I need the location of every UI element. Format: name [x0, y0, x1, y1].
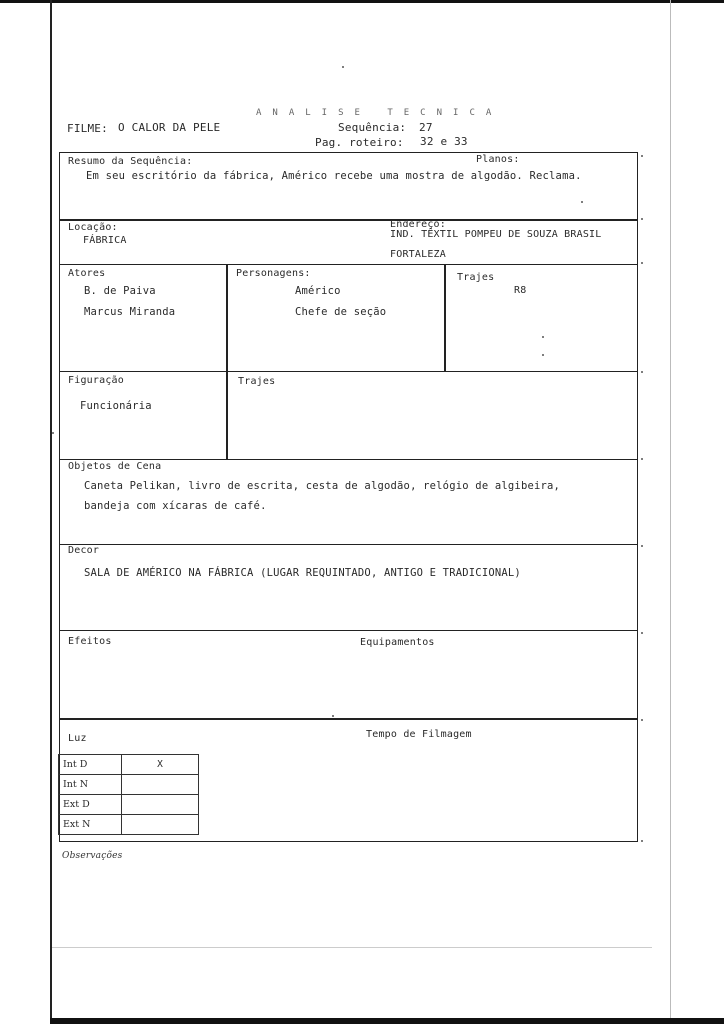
- atores-label: Atores: [68, 268, 106, 279]
- planos-label: Planos:: [476, 154, 520, 165]
- filme-label: FILME:: [67, 122, 108, 135]
- scan-mark: [641, 719, 643, 721]
- scan-mark: [542, 354, 544, 356]
- luz-row-mark: X: [122, 755, 199, 775]
- form-title: ANALISE TECNICA: [256, 108, 503, 118]
- scan-mark: [641, 155, 643, 157]
- trajes-label: Trajes: [457, 272, 495, 283]
- scan-mark: [332, 715, 334, 717]
- scan-mark: [641, 371, 643, 373]
- resumo-label: Resumo da Sequência:: [68, 156, 193, 167]
- decor-label: Decor: [68, 545, 100, 556]
- locacao-box: [59, 220, 638, 265]
- figuracao-box: [59, 371, 638, 460]
- objetos-line1: Caneta Pelikan, livro de escrita, cesta de algodão, relógio de algibeira,: [84, 480, 561, 492]
- endereco-label: Endereço:: [390, 219, 446, 230]
- scan-mark: [641, 545, 643, 547]
- page-top-edge: [0, 0, 724, 3]
- pag-roteiro-value: 32 e 33: [420, 135, 468, 148]
- efeitos-label: Efeitos: [68, 636, 112, 647]
- trajes-value: R8: [514, 285, 527, 296]
- scan-mark: [581, 201, 583, 203]
- efeitos-box: [59, 630, 638, 719]
- ator-1: B. de Paiva: [84, 285, 156, 297]
- scan-mark: [52, 432, 54, 434]
- pag-roteiro-label: Pag. roteiro:: [315, 136, 404, 149]
- luz-row-mark: [122, 795, 199, 815]
- resumo-text: Em seu escritório da fábrica, Américo recebe uma mostra de algodão. Reclama.: [86, 170, 582, 182]
- luz-row-name: Ext D: [59, 795, 122, 815]
- locacao-value: FÁBRICA: [83, 235, 127, 246]
- luz-row: [59, 795, 199, 815]
- scan-mark: [641, 262, 643, 264]
- ator-2: Marcus Miranda: [84, 306, 176, 318]
- tempo-filmagem-label: Tempo de Filmagem: [366, 729, 472, 740]
- luz-row: [59, 775, 199, 795]
- lower-divider: [52, 947, 652, 948]
- figuracao-value: Funcionária: [80, 400, 152, 412]
- sequencia-label: Sequência:: [338, 121, 407, 134]
- page-right-edge: [670, 0, 671, 1024]
- luz-row-mark: [122, 815, 199, 835]
- elenco-box: [59, 264, 638, 372]
- decor-value: SALA DE AMÉRICO NA FÁBRICA (LUGAR REQUINTADO, ANTIGO E TRADICIONAL): [84, 567, 521, 579]
- personagem-2: Chefe de seção: [295, 306, 387, 318]
- figuracao-label: Figuração: [68, 375, 124, 386]
- personagens-label: Personagens:: [236, 268, 311, 279]
- scan-mark: [641, 218, 643, 220]
- equipamentos-label: Equipamentos: [360, 637, 435, 648]
- scan-mark: [342, 66, 344, 68]
- luz-label: Luz: [68, 733, 87, 744]
- luz-row: [59, 755, 199, 775]
- luz-row-mark: [122, 775, 199, 795]
- luz-row-name: Int D: [59, 755, 122, 775]
- scan-mark: [641, 840, 643, 842]
- observacoes-label: Observações: [62, 851, 123, 861]
- filme-value: O CALOR DA PELE: [118, 121, 221, 134]
- objetos-line2: bandeja com xícaras de café.: [84, 500, 267, 512]
- page-bottom-edge: [50, 1018, 724, 1024]
- luz-table: [58, 754, 199, 835]
- scan-mark: [542, 336, 544, 338]
- objetos-label: Objetos de Cena: [68, 461, 162, 472]
- page-left-edge: [50, 0, 52, 1024]
- decor-box: [59, 544, 638, 631]
- luz-row-name: Int N: [59, 775, 122, 795]
- scan-mark: [641, 632, 643, 634]
- endereco-line1: IND. TÊXTIL POMPEU DE SOUZA BRASIL: [390, 229, 602, 240]
- sequencia-value: 27: [419, 121, 433, 134]
- elenco-divider-2: [444, 264, 446, 372]
- luz-row-name: Ext N: [59, 815, 122, 835]
- locacao-label: Locação:: [68, 222, 118, 233]
- scan-mark: [641, 458, 643, 460]
- figuracao-divider: [226, 371, 228, 460]
- elenco-divider-1: [226, 264, 228, 372]
- figuracao-trajes-label: Trajes: [238, 376, 276, 387]
- luz-row: [59, 815, 199, 835]
- personagem-1: Américo: [295, 285, 341, 297]
- endereco-line2: FORTALEZA: [390, 249, 446, 260]
